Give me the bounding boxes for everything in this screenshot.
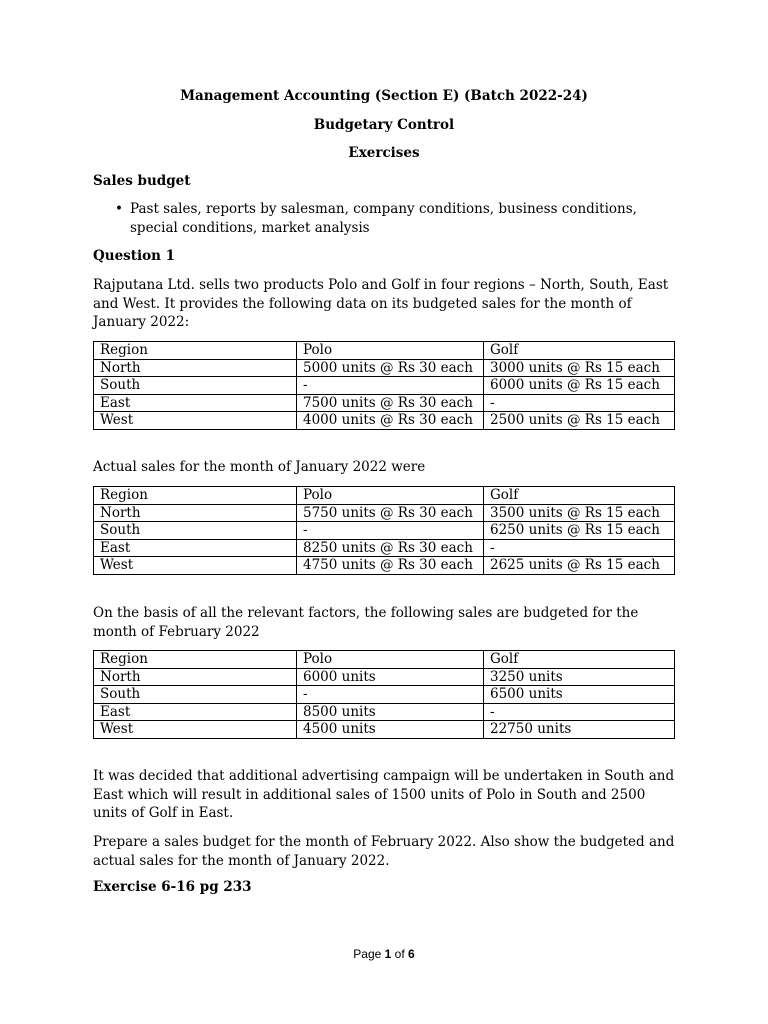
table-row: North 5000 units @ Rs 30 each 3000 units @ Rs 15 each bbox=[94, 359, 675, 377]
table-row: East 8500 units - bbox=[94, 703, 675, 721]
page-number: 1 bbox=[384, 947, 392, 961]
exercises-title: Exercises bbox=[348, 145, 420, 161]
table-row: East 8250 units @ Rs 30 each - bbox=[94, 539, 675, 557]
table-row: West 4500 units 22750 units bbox=[94, 721, 675, 739]
list-item: • Past sales, reports by salesman, company conditions, business conditions, special conditions, market analysis bbox=[115, 201, 637, 236]
table-row: East 7500 units @ Rs 30 each - bbox=[94, 394, 675, 412]
bullet-icon: • bbox=[115, 201, 123, 217]
actual-sales-intro: Actual sales for the month of January 2022 were bbox=[93, 459, 426, 475]
course-title: Management Accounting (Section E) (Batch 2022-24) bbox=[180, 88, 588, 104]
table-row: West 4750 units @ Rs 30 each 2625 units @ Rs 15 each bbox=[94, 557, 675, 575]
table-header-row: Region Polo Golf bbox=[94, 342, 675, 360]
sales-budget-bullets bbox=[93, 200, 675, 237]
page-word: Page bbox=[353, 947, 382, 961]
table-row: North 6000 units 3250 units bbox=[94, 668, 675, 686]
question-1-heading: Question 1 bbox=[93, 248, 176, 264]
budget-january-table bbox=[93, 341, 675, 430]
prepare-paragraph: Prepare a sales budget for the month of February 2022. Also show the budgeted and actual sales for the month of January 2022. bbox=[93, 834, 675, 869]
topic-title: Budgetary Control bbox=[313, 117, 455, 133]
table-row: West 4000 units @ Rs 30 each 2500 units @ Rs 15 each bbox=[94, 412, 675, 430]
table-header-row: Region Polo Golf bbox=[94, 487, 675, 505]
budget-february-table bbox=[93, 650, 675, 739]
table-row: South - 6500 units bbox=[94, 686, 675, 704]
sales-budget-heading: Sales budget bbox=[93, 173, 191, 189]
actual-january-table bbox=[93, 486, 675, 575]
table-row: North 5750 units @ Rs 30 each 3500 units @ Rs 15 each bbox=[94, 504, 675, 522]
page-footer bbox=[0, 947, 768, 961]
february-intro: On the basis of all the relevant factors, the following sales are budgeted for the month of February 2022 bbox=[93, 605, 639, 640]
of-word: of bbox=[394, 947, 405, 961]
page-total: 6 bbox=[408, 947, 415, 961]
exercise-reference: Exercise 6-16 pg 233 bbox=[93, 879, 252, 895]
table-row: South - 6250 units @ Rs 15 each bbox=[94, 522, 675, 540]
question-1-intro: Rajputana Ltd. sells two products Polo and Golf in four regions – North, South, East and West. It provides the following data on its budgeted sales for the month of January 2022: bbox=[93, 277, 669, 330]
campaign-paragraph: It was decided that additional advertising campaign will be undertaken in South and East which will result in additional sales of 1500 units of Polo in South and 2500 units of Golf in East. bbox=[93, 768, 675, 821]
table-header-row: Region Polo Golf bbox=[94, 651, 675, 669]
table-row: South - 6000 units @ Rs 15 each bbox=[94, 377, 675, 395]
